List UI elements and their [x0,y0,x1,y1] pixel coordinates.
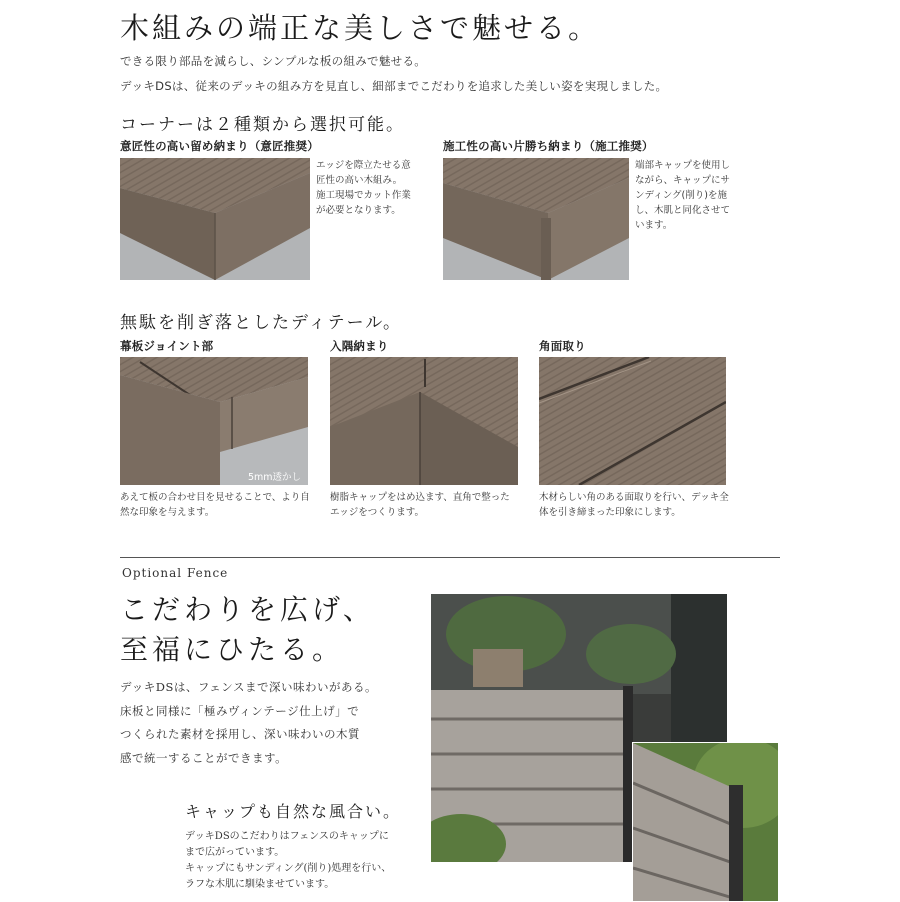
optional-fence-label: Optional Fence [122,566,229,580]
page-heading: 木組みの端正な美しさで魅せる。 [120,11,601,45]
detail-joint-photo [120,357,308,485]
corner-butt-caption: 施工性の高い片勝ち納まり（施工推奨） [443,139,654,153]
corner-miter-caption: 意匠性の高い留め納まり（意匠推奨） [120,139,319,153]
fence-title: こだわりを広げ、 至福にひたる。 [120,593,375,666]
detail-joint-caption: 幕板ジョイント部 [120,339,214,353]
detail-chamfer-desc: 木材らしい角のある面取りを行い、デッキ全 体を引き締まった印象にします。 [539,492,729,518]
detail-chamfer-photo [539,357,726,485]
intro-line-2: デッキDSは、従来のデッキの組み方を見直し、細部までこだわりを追求した美しい姿を実現しました。 [120,79,668,93]
intro-line-1: できる限り部品を減らし、シンプルな板の組みで魅せる。 [120,54,427,68]
joint-gap-label: 5mm透かし [248,472,302,483]
detail-chamfer-caption: 角面取り [539,339,586,353]
corner-butt-note: 端部キャップを使用し ながら、キャップにサ ンディング(削り)を施 し、木肌と同化させて います。 [635,160,731,231]
detail-inner-corner-caption: 入隅納まり [330,339,389,353]
fence-body: デッキDSは、フェンスまで深い味わいがある。 床板と同様に「極みヴィンテージ仕上げ」で つくられた素材を採用し、深い味わいの木質 感で統一することができます。 [120,680,377,765]
cap-body: デッキDSのこだわりはフェンスのキャップに まで広がっています。 キャップにもサンディング(削り)処理を行い、 ラフな木肌に馴染ませています。 [185,831,392,890]
detail-joint-desc: あえて板の合わせ目を見せることで、より自 然な印象を与えます。 [120,492,310,518]
corner-miter-photo [120,158,310,280]
detail-inner-corner-photo [330,357,518,485]
corner-miter-note: エッジを際立たせる意 匠性の高い木組み。 施工現場でカット作業 が必要となります。 [316,160,411,216]
corner-section-title: コーナーは２種類から選択可能。 [120,115,405,135]
fence-cap-closeup-photo [632,742,779,902]
corner-butt-photo [443,158,629,280]
detail-inner-corner-desc: 樹脂キャップをはめ込ます、直角で整った エッジをつくります。 [330,492,510,518]
cap-title: キャップも自然な風合い。 [185,802,402,821]
section-divider [120,557,780,558]
detail-section-title: 無駄を削ぎ落としたディテール。 [120,313,402,333]
